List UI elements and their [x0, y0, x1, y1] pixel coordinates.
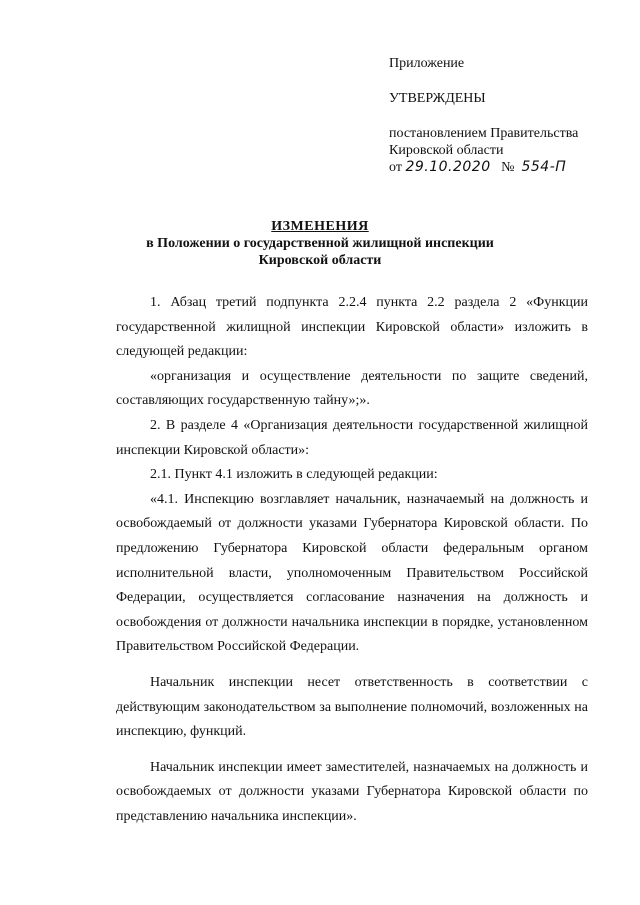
date-prefix: от	[389, 160, 402, 175]
paragraph-2: «организация и осуществление деятельности по защите сведений, составляющих государственную тайну»;».	[116, 368, 588, 409]
handwritten-number: 554-П	[521, 159, 567, 175]
appendix-label: Приложение	[389, 56, 465, 71]
document-body	[116, 291, 588, 829]
decree-block	[389, 125, 619, 176]
paragraph-1: 1. Абзац третий подпункта 2.2.4 пункта 2.2 раздела 2 «Функции государственной жилищной инспекции Кировской области» изложить в следующей редакции:	[116, 295, 588, 360]
title-line-2: в Положении о государственной жилищной инспекции	[146, 236, 494, 251]
decree-line-2: Кировской области	[389, 143, 504, 158]
title-main: ИЗМЕНЕНИЯ	[271, 219, 369, 234]
approved-label: УТВЕРЖДЕНЫ	[389, 91, 486, 106]
paragraph-4: 2.1. Пункт 4.1 изложить в следующей редакции:	[150, 467, 438, 483]
paragraph-3: 2. В разделе 4 «Организация деятельности государственной жилищной инспекции Кировской области»:	[116, 417, 588, 458]
paragraph-5: «4.1. Инспекцию возглавляет начальник, назначаемый на должность и освобождаемый от должности указами Губернатора Кировской области. По предложению Губернатора Кировской области федеральным органом исполнительной власти, уполномоченным Правительством Российской Федерации, осуществляется согласование назначения на должность и освобождения от должности начальника инспекции в порядке, установленном Правительством Российской Федерации.	[116, 491, 588, 655]
decree-line-1: постановлением Правительства	[389, 126, 579, 141]
document-title	[0, 218, 640, 269]
paragraph-6: Начальник инспекции несет ответственность в соответствии с действующим законодательством за выполнение полномочий, возложенных на инспекцию, функций.	[116, 674, 588, 740]
paragraph-7: Начальник инспекции имеет заместителей, назначаемых на должность и освобождаемых от должности указами Губернатора Кировской области по представлению начальника инспекции».	[116, 759, 588, 824]
number-sign: №	[501, 160, 515, 175]
title-line-3: Кировской области	[258, 253, 382, 268]
decree-date-line	[389, 159, 619, 176]
handwritten-date: 29.10.2020	[405, 159, 491, 175]
